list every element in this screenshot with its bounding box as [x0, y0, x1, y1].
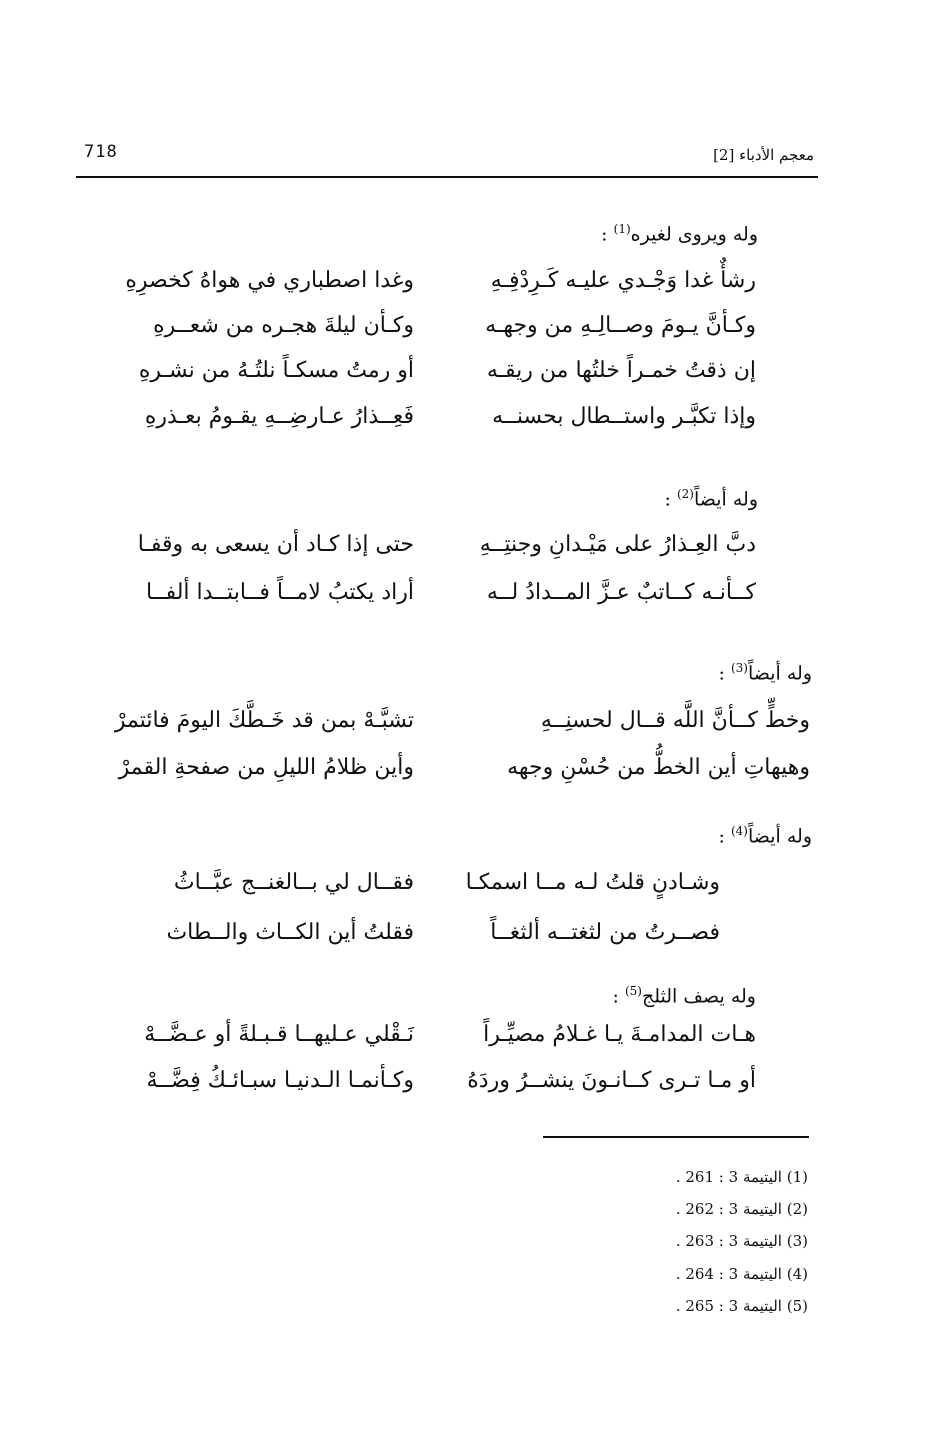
verse-first-hemistich: وخطٍّ كــأنَّ اللَّه قــال لحسنِــهِ [540, 708, 810, 733]
verse-second-hemistich: فَعِــذارُ عـارضِــهِ يقـومُ بعـذرهِ [144, 404, 414, 429]
verse-second-hemistich: وكـأن ليلةَ هجـره من شعــرهِ [153, 313, 414, 338]
verse-first-hemistich: وكـأنَّ يـومَ وصــالِـهِ من وجهـه [485, 313, 756, 338]
verse-first-hemistich: كــأنـه كــاتبٌ عـزَّ المــدادُ لــه [486, 580, 756, 605]
verse-second-hemistich: وغدا اصطباري في هواهُ كخصرِهِ [125, 268, 414, 293]
verse-first-hemistich: وشـادنٍ قلتُ لـه مــا اسمكـا [465, 870, 720, 895]
footnote-ref-1: (1) [613, 222, 631, 236]
verse-second-hemistich: نَـقْلي عـليهــا قـبـلةً أو عـضَّــهْ [144, 1022, 414, 1047]
page-number: 718 [84, 142, 118, 162]
verse-first-hemistich: فصــرتُ من لثغتــه ألثغــاً [490, 920, 720, 945]
running-header-title: معجم الأدباء [2] [713, 146, 814, 164]
verse-second-hemistich: حتى إذا كـاد أن يسعى به وقفـا [137, 532, 414, 557]
section-intro-3: وله أيضاً$^{(3)}$ : [718, 661, 812, 685]
footnote-ref-3: (3) [730, 661, 748, 675]
footnote-ref-4: (4) [730, 824, 748, 838]
section-intro-2: وله أيضاً$^{(2)}$ : [664, 487, 758, 511]
footnote: (5) اليتيمة 3 : 265 . [675, 1297, 808, 1315]
footnote: (4) اليتيمة 3 : 264 . [675, 1265, 808, 1283]
section-intro-1: وله ويروى لغيره$^{(1)}$ : [601, 222, 758, 246]
verse-second-hemistich: وأين ظلامُ الليلِ من صفحةِ القمرْ [118, 755, 414, 780]
footnote: (3) اليتيمة 3 : 263 . [675, 1232, 808, 1250]
section-intro-4: وله أيضاً$^{(4)}$ : [718, 824, 812, 848]
verse-second-hemistich: تشبَّـهْ بمن قد خَـطَّكَ اليومَ فائتمرْ [114, 708, 414, 733]
footnote: (2) اليتيمة 3 : 262 . [675, 1200, 808, 1218]
verse-first-hemistich: هـات المدامـةَ يـا غـلامُ مصيِّـراً [483, 1022, 756, 1047]
section-intro-5: وله يصف الثلج$^{(5)}$ : [612, 984, 756, 1008]
verse-first-hemistich: وإذا تكبَّـر واستــطال بحسنــه [492, 404, 756, 429]
verse-first-hemistich: رشأٌ غدا وَجْـدي عليـه كَـرِدْفِـهِ [490, 268, 756, 293]
verse-second-hemistich: أراد يكتبُ لامــاً فــابتــدا ألفــا [145, 580, 414, 605]
verse-second-hemistich: وكـأنمـا الـدنيـا سبـائـكُ فِضَّــهْ [146, 1068, 414, 1093]
footnote: (1) اليتيمة 3 : 261 . [675, 1168, 808, 1186]
verse-second-hemistich: فقــال لي بــالغنــج عبَّــاثُ [173, 870, 414, 895]
footnote-ref-2: (2) [676, 487, 694, 501]
verse-second-hemistich: أو رمتُ مسكـاً نلتُـهُ من نشـرهِ [138, 358, 414, 383]
verse-first-hemistich: وهيهاتِ أين الخطُّ من حُسْنِ وجهه [507, 755, 810, 780]
verse-first-hemistich: إن ذقتُ خمـراً خلتُها من ريقـه [486, 358, 756, 383]
verse-second-hemistich: فقلتُ أين الكــاث والــطاث [166, 920, 414, 945]
verse-first-hemistich: دبَّ العِـذارُ على مَيْـدانِ وجنتِــهِ [479, 532, 756, 557]
verse-first-hemistich: أو مـا تـرى كــانـونَ ينشــرُ وردَهُ [467, 1068, 756, 1093]
header-rule [76, 176, 818, 178]
footnote-ref-5: (5) [624, 984, 642, 998]
footnote-rule [543, 1136, 809, 1138]
